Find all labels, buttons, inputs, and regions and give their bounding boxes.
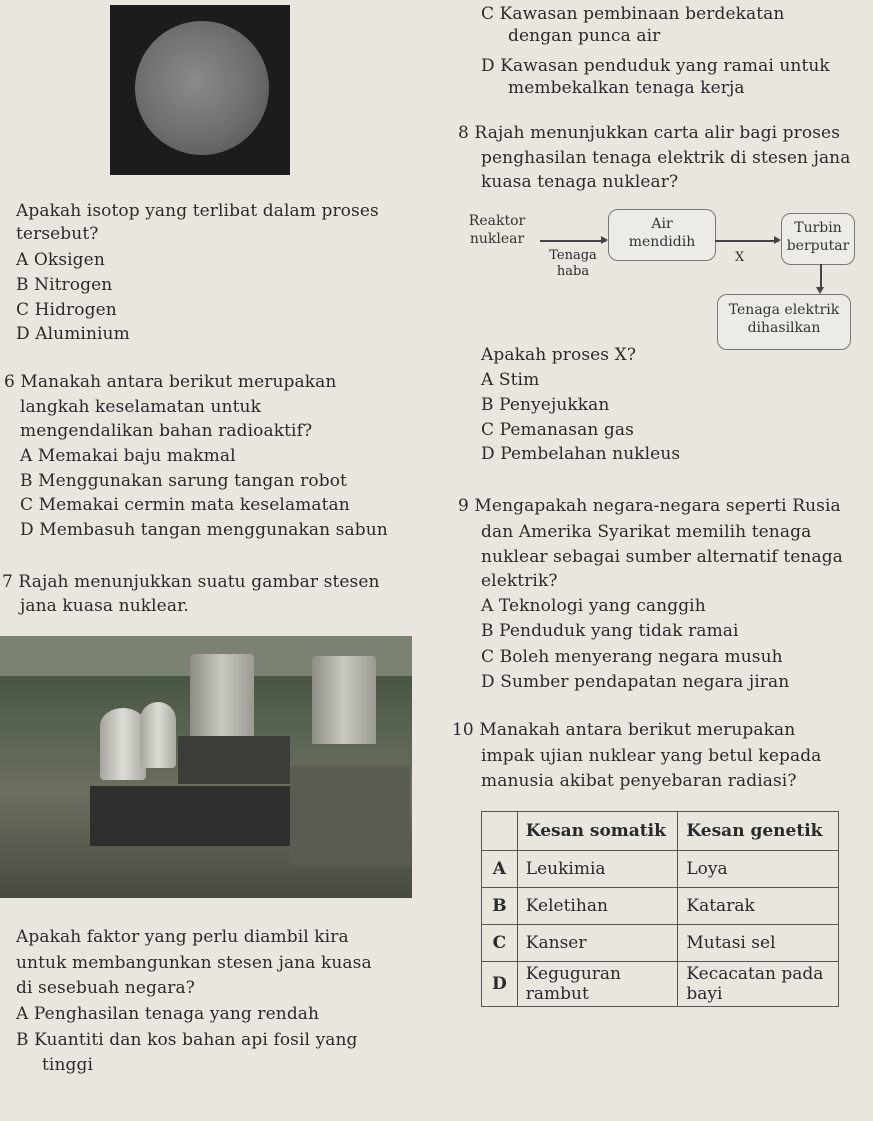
q5-line1: Apakah isotop yang terlibat dalam proses [16, 201, 379, 221]
q8-line3: kuasa tenaga nuklear? [481, 172, 679, 192]
q7-option-b: B Kuantiti dan kos bahan api fosil yang [16, 1030, 358, 1050]
sun-disc [135, 21, 269, 155]
q10-answer-table [481, 811, 839, 1007]
row-letter: D [482, 962, 518, 1007]
table-header-somatik: Kesan somatik [517, 812, 678, 851]
q8-option-a: A Stim [481, 370, 540, 390]
row-letter: C [482, 925, 518, 962]
q7-line2: jana kuasa nuklear. [20, 596, 189, 616]
flow-arrow-3-head [816, 287, 824, 294]
table-row [482, 888, 839, 925]
q7-after1: Apakah faktor yang perlu diambil kira [16, 927, 349, 947]
q8-option-c: C Pemanasan gas [481, 420, 634, 440]
q9-line2: dan Amerika Syarikat memilih tenaga [481, 522, 812, 542]
sun-image [110, 5, 290, 175]
q10-line3: manusia akibat penyebaran radiasi? [481, 771, 797, 791]
q5-line2: tersebut? [16, 224, 99, 244]
row-somatik: Leukimia [517, 851, 678, 888]
q4-option-c-line1: C Kawasan pembinaan berdekatan [481, 4, 785, 24]
q4-option-c-line2: dengan punca air [508, 26, 661, 46]
row-genetik: Kecacatan pada bayi [678, 962, 839, 1007]
flow-reactor [451, 206, 543, 260]
turbine-building [178, 736, 290, 784]
table-corner [482, 812, 518, 851]
q9-option-d: D Sumber pendapatan negara jiran [481, 672, 790, 692]
q7-option-b-cont: tinggi [42, 1055, 94, 1075]
flow-water-l2: mendidih [628, 234, 696, 250]
ground-area [290, 766, 410, 866]
q10-line1: 10 Manakah antara berikut merupakan [452, 720, 796, 740]
q8-line1: 8 Rajah menunjukkan carta alir bagi proses [458, 123, 841, 143]
q6-line1: 6 Manakah antara berikut merupakan [4, 372, 337, 392]
nuclear-plant-image [0, 636, 412, 898]
q8-option-b: B Penyejukkan [481, 395, 610, 415]
flow-elec-l1: Tenaga elektrik [728, 302, 840, 318]
row-somatik: Kanser [517, 925, 678, 962]
q6-option-a: A Memakai baju makmal [20, 446, 236, 466]
auxiliary-buildings [90, 786, 290, 846]
q6-line3: mengendalikan bahan radioaktif? [20, 421, 313, 441]
q6-option-d: D Membasuh tangan menggunakan sabun [20, 520, 388, 540]
row-somatik: Keguguran rambut [517, 962, 678, 1007]
q9-option-a: A Teknologi yang canggih [481, 596, 706, 616]
q6-option-b: B Menggunakan sarung tangan robot [20, 471, 347, 491]
flow-turbine [781, 213, 855, 265]
q8-option-d: D Pembelahan nukleus [481, 444, 681, 464]
q4-option-d-line1: D Kawasan penduduk yang ramai untuk [481, 56, 830, 76]
q10-line2: impak ujian nuklear yang betul kepada [481, 746, 822, 766]
table-header-row [482, 812, 839, 851]
table-row [482, 962, 839, 1007]
q9-option-b: B Penduduk yang tidak ramai [481, 621, 739, 641]
row-genetik: Mutasi sel [678, 925, 839, 962]
q8-question: Apakah proses X? [481, 345, 637, 365]
flow-heat-l1: Tenaga [549, 248, 597, 263]
q6-option-c: C Memakai cermin mata keselamatan [20, 495, 350, 515]
flow-turbine-l2: berputar [786, 238, 850, 254]
reactor-dome-2 [140, 702, 176, 768]
q5-option-a: A Oksigen [16, 250, 105, 270]
flow-heat [548, 248, 598, 280]
q8-line2: penghasilan tenaga elektrik di stesen jana [481, 148, 851, 168]
q7-after3: di sesebuah negara? [16, 978, 195, 998]
flow-reactor-l1: Reaktor [468, 213, 526, 229]
flow-water-l1: Air [651, 216, 673, 232]
q6-line2: langkah keselamatan untuk [20, 397, 261, 417]
flow-electricity [717, 294, 851, 350]
row-somatik: Keletihan [517, 888, 678, 925]
q5-option-c: C Hidrogen [16, 300, 117, 320]
row-letter: A [482, 851, 518, 888]
q5-option-d: D Aluminium [16, 324, 130, 344]
q9-line3: nuklear sebagai sumber alternatif tenaga [481, 547, 843, 567]
flow-turbine-l1: Turbin [794, 220, 842, 236]
cooling-tower-left [190, 654, 254, 746]
q9-line1: 9 Mengapakah negara-negara seperti Rusia [458, 496, 841, 516]
flow-arrow-1 [540, 240, 606, 242]
table-header-genetik: Kesan genetik [678, 812, 839, 851]
flow-reactor-l2: nuklear [469, 231, 525, 247]
row-genetik: Loya [678, 851, 839, 888]
table-row [482, 925, 839, 962]
flow-heat-l2: haba [556, 264, 590, 279]
row-letter: B [482, 888, 518, 925]
q5-option-b: B Nitrogen [16, 275, 113, 295]
table-row [482, 851, 839, 888]
flow-elec-l2: dihasilkan [747, 320, 821, 336]
q9-option-c: C Boleh menyerang negara musuh [481, 647, 783, 667]
flow-x-label: X [735, 250, 745, 265]
flow-water [608, 209, 716, 261]
cooling-tower-right [312, 656, 376, 744]
q7-option-a: A Penghasilan tenaga yang rendah [16, 1004, 320, 1024]
row-genetik: Katarak [678, 888, 839, 925]
q7-after2: untuk membangunkan stesen jana kuasa [16, 953, 372, 973]
flow-arrow-2 [715, 240, 779, 242]
q9-line4: elektrik? [481, 571, 558, 591]
q7-line1: 7 Rajah menunjukkan suatu gambar stesen [2, 572, 380, 592]
q4-option-d-line2: membekalkan tenaga kerja [508, 78, 745, 98]
